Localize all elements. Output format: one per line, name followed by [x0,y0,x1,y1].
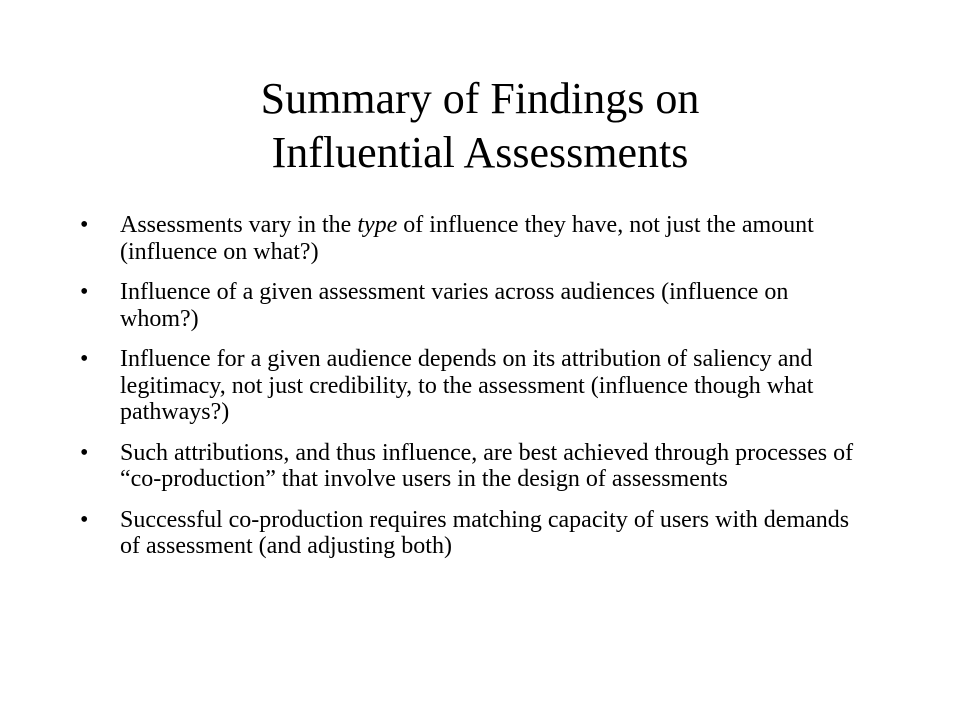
bullet-text: Successful co-production requires matching capacity of users with demands of assessment (and adjusting both) [120,506,850,559]
bullet-dot-icon: • [80,279,89,305]
bullet-dot-icon: • [80,212,89,238]
bullet-item [80,279,860,332]
bullet-text-post: of influence they have, not just the amount (influence on what?) [120,212,814,265]
bullet-item [80,346,860,426]
bullet-text-pre: Assessments vary in the [120,212,358,238]
bullet-dot-icon: • [80,439,89,466]
bullet-list [80,212,860,574]
bullet-text: Influence for a given audience depends on its attribution of saliency and legitimacy, not just credibility, to the assessment (influence though what pathways?) [120,346,814,425]
bullet-item [80,212,860,265]
title-line-1: Summary of Findings on [260,74,700,123]
bullet-item [80,507,860,560]
bullet-text: Influence of a given assessment varies across audiences (influence on whom?) [120,279,789,332]
bullet-text: Such attributions, and thus influence, are best achieved through processes of “co-production” that involve users in the design of assessments [120,439,854,492]
title-line-2: Influential Assessments [271,128,689,177]
slide-title [0,72,960,180]
bullet-item [80,440,860,493]
bullet-dot-icon: • [80,506,89,533]
bullet-text [120,212,814,265]
bullet-text-emphasis: type [357,212,398,238]
bullet-dot-icon: • [80,346,89,372]
